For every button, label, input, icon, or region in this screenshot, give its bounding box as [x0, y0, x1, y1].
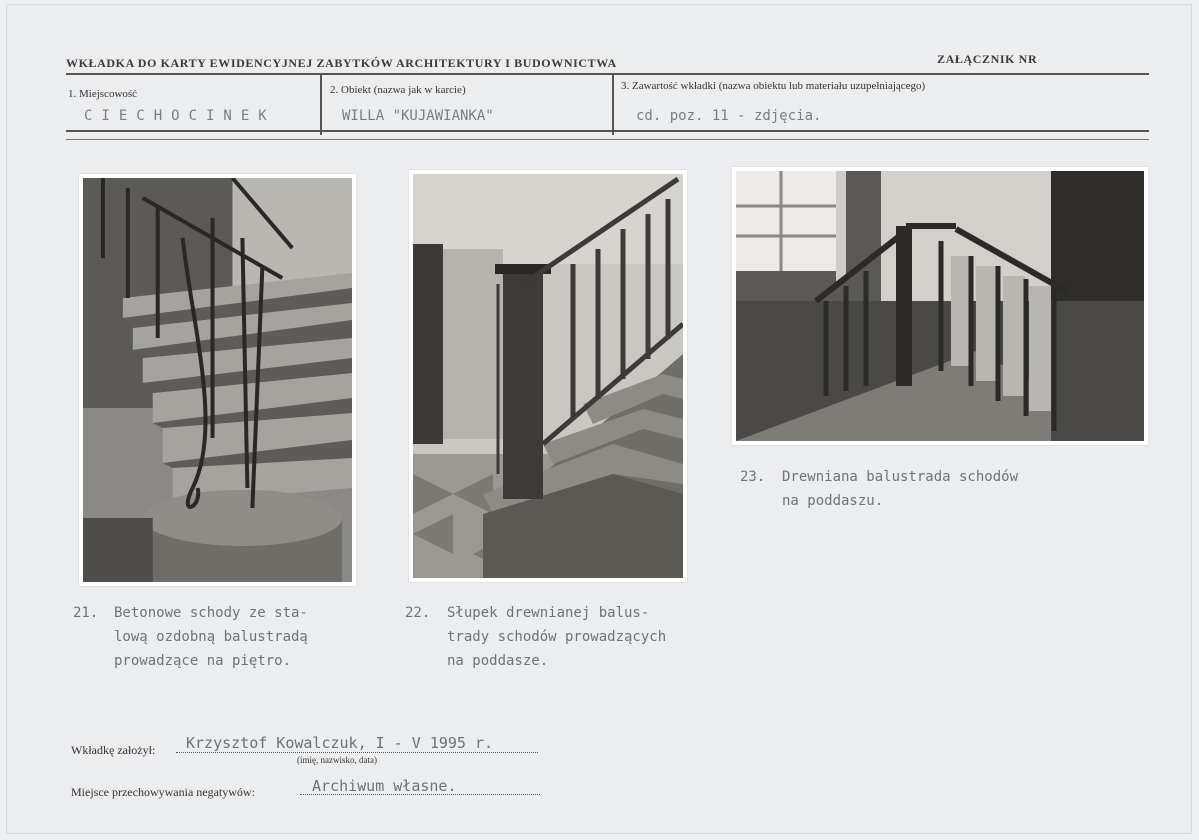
caption-22-line-2: trady schodów prowadzących: [447, 629, 667, 645]
header-top-rule: [66, 73, 1149, 75]
caption-22-line-1: Słupek drewnianej balus-: [447, 605, 650, 621]
author-label: Wkładkę założył:: [71, 743, 156, 757]
photo-22-image: [413, 174, 683, 578]
caption-21-line-3: prowadzące na piętro.: [114, 653, 292, 669]
content-value: cd. poz. 11 - zdjęcia.: [636, 108, 822, 124]
photo-23: [732, 167, 1148, 445]
caption-21-line-2: lową ozdobną balustradą: [114, 629, 308, 645]
object-value: WILLA "KUJAWIANKA": [342, 108, 494, 124]
caption-21-number: 21.: [73, 605, 99, 621]
caption-21-line-1: Betonowe schody ze sta-: [114, 605, 308, 621]
photo-21: [79, 174, 356, 586]
caption-22-number: 22.: [405, 605, 431, 621]
caption-23-line-2: na poddaszu.: [782, 493, 884, 509]
photo-22: [409, 170, 687, 582]
storage-label: Miejsce przechowywania negatywów:: [71, 785, 255, 799]
header-bottom-rule: [66, 130, 1149, 132]
field-divider-1: [320, 75, 322, 135]
caption-23-line-1: Drewniana balustrada schodów: [782, 469, 1019, 485]
author-line: [176, 752, 538, 753]
object-label: 2. Obiekt (nazwa jak w karcie): [330, 84, 466, 96]
field-divider-2: [612, 75, 614, 135]
place-value: CIECHOCINEK: [84, 108, 276, 124]
content-label: 3. Zawartość wkładki (nazwa obiektu lub materiału uzupełniającego): [621, 80, 926, 92]
storage-line: [300, 794, 540, 795]
caption-22-line-3: na poddasze.: [447, 653, 549, 669]
storage-value: Archiwum własne.: [312, 777, 457, 795]
author-value: Krzysztof Kowalczuk, I - V 1995 r.: [186, 734, 494, 752]
annex-label: ZAŁĄCZNIK NR: [937, 52, 1038, 66]
photo-21-image: [83, 178, 352, 582]
photo-23-image: [736, 171, 1144, 441]
place-label: 1. Miejscowość: [68, 88, 138, 100]
caption-23-number: 23.: [740, 469, 766, 485]
author-note: (imię, nazwisko, data): [297, 755, 377, 765]
header-base-rule: [66, 139, 1149, 140]
form-title: WKŁADKA DO KARTY EWIDENCYJNEJ ZABYTKÓW ARCHITEKTURY I BUDOWNICTWA: [66, 56, 617, 70]
